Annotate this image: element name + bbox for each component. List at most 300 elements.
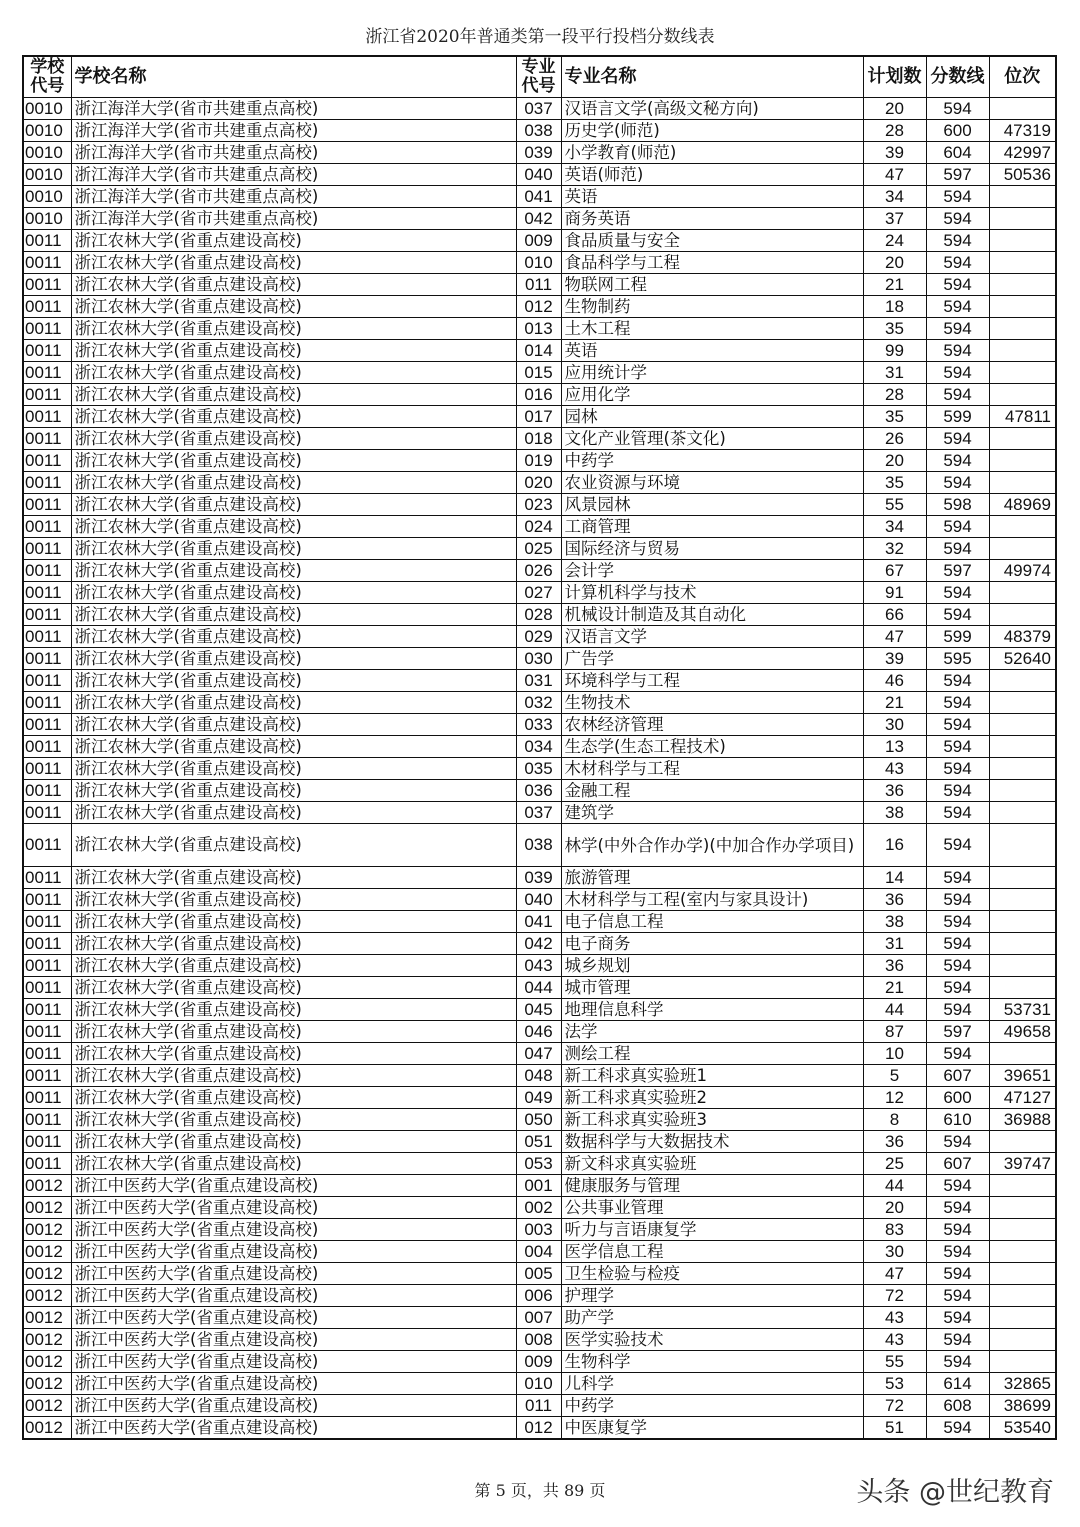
cell-major-name: 物联网工程 [561,274,863,296]
table-row [23,1307,1056,1329]
cell-major-name: 食品科学与工程 [561,252,863,274]
cell-major-code: 008 [516,1329,561,1351]
cell-major-code: 025 [516,538,561,560]
cell-school-name: 浙江农林大学(省重点建设高校) [71,802,516,824]
cell-major-name: 汉语言文学(高级文秘方向) [561,98,863,120]
cell-major-code: 001 [516,1175,561,1197]
cell-school-name: 浙江农林大学(省重点建设高校) [71,933,516,955]
table-row [23,208,1056,230]
cell-school-name: 浙江农林大学(省重点建设高校) [71,516,516,538]
cell-plan: 21 [863,692,926,714]
cell-school-code: 0011 [23,560,71,582]
cell-rank [989,867,1056,889]
table-row [23,274,1056,296]
cell-major-name: 木材科学与工程 [561,758,863,780]
table-row [23,340,1056,362]
cell-school-name: 浙江农林大学(省重点建设高校) [71,582,516,604]
cell-school-name: 浙江农林大学(省重点建设高校) [71,648,516,670]
score-table [22,55,1057,1440]
cell-school-code: 0011 [23,867,71,889]
cell-plan: 44 [863,999,926,1021]
table-row [23,384,1056,406]
cell-score: 594 [926,538,989,560]
cell-school-code: 0011 [23,296,71,318]
cell-major-code: 042 [516,208,561,230]
cell-school-code: 0011 [23,911,71,933]
cell-school-name: 浙江中医药大学(省重点建设高校) [71,1417,516,1440]
table-row [23,648,1056,670]
cell-major-name: 城市管理 [561,977,863,999]
cell-major-code: 009 [516,1351,561,1373]
cell-major-name: 新文科求真实验班 [561,1153,863,1175]
cell-school-code: 0011 [23,780,71,802]
cell-school-code: 0011 [23,692,71,714]
cell-score: 600 [926,120,989,142]
cell-rank [989,889,1056,911]
table-row [23,977,1056,999]
table-row [23,1043,1056,1065]
cell-major-code: 043 [516,955,561,977]
cell-major-name: 中药学 [561,450,863,472]
cell-score: 594 [926,1417,989,1440]
cell-major-name: 建筑学 [561,802,863,824]
cell-major-code: 044 [516,977,561,999]
watermark: 头条 @世纪教育 [856,1477,1054,1508]
table-row [23,692,1056,714]
cell-plan: 67 [863,560,926,582]
cell-rank [989,758,1056,780]
cell-score: 594 [926,516,989,538]
table-row [23,296,1056,318]
cell-rank: 47811 [989,406,1056,428]
cell-school-code: 0011 [23,494,71,516]
table-row [23,1417,1056,1440]
cell-score: 594 [926,736,989,758]
cell-school-code: 0011 [23,318,71,340]
cell-major-code: 038 [516,824,561,867]
cell-score: 594 [926,428,989,450]
cell-plan: 28 [863,384,926,406]
cell-plan: 87 [863,1021,926,1043]
cell-rank [989,516,1056,538]
cell-school-code: 0012 [23,1417,71,1440]
cell-score: 594 [926,780,989,802]
cell-score: 594 [926,98,989,120]
cell-rank: 42997 [989,142,1056,164]
cell-score: 594 [926,933,989,955]
cell-score: 597 [926,560,989,582]
cell-major-name: 风景园林 [561,494,863,516]
cell-rank [989,824,1056,867]
cell-major-code: 003 [516,1219,561,1241]
table-row [23,406,1056,428]
cell-major-name: 生物技术 [561,692,863,714]
cell-score: 594 [926,296,989,318]
cell-school-code: 0011 [23,802,71,824]
table-row [23,1373,1056,1395]
cell-major-code: 029 [516,626,561,648]
cell-score: 594 [926,692,989,714]
cell-school-code: 0011 [23,955,71,977]
cell-school-code: 0012 [23,1263,71,1285]
cell-school-name: 浙江农林大学(省重点建设高校) [71,955,516,977]
cell-plan: 36 [863,955,926,977]
cell-major-code: 039 [516,867,561,889]
cell-school-code: 0011 [23,1021,71,1043]
cell-school-code: 0010 [23,142,71,164]
cell-plan: 47 [863,164,926,186]
table-row [23,714,1056,736]
cell-rank: 53540 [989,1417,1056,1440]
cell-rank: 47319 [989,120,1056,142]
header-major-code: 专业代号 [516,56,561,98]
cell-score: 594 [926,1351,989,1373]
cell-school-name: 浙江海洋大学(省市共建重点高校) [71,208,516,230]
cell-school-code: 0011 [23,1131,71,1153]
cell-major-code: 036 [516,780,561,802]
cell-school-name: 浙江农林大学(省重点建设高校) [71,1043,516,1065]
cell-major-name: 儿科学 [561,1373,863,1395]
cell-plan: 72 [863,1395,926,1417]
cell-school-name: 浙江农林大学(省重点建设高校) [71,911,516,933]
cell-plan: 37 [863,208,926,230]
cell-major-name: 助产学 [561,1307,863,1329]
cell-score: 594 [926,714,989,736]
table-row [23,999,1056,1021]
cell-rank [989,977,1056,999]
cell-plan: 32 [863,538,926,560]
cell-score: 594 [926,1219,989,1241]
cell-school-name: 浙江中医药大学(省重点建设高校) [71,1285,516,1307]
cell-score: 594 [926,758,989,780]
cell-score: 610 [926,1109,989,1131]
cell-plan: 36 [863,1131,926,1153]
cell-school-code: 0011 [23,626,71,648]
cell-score: 594 [926,252,989,274]
cell-rank: 48969 [989,494,1056,516]
cell-plan: 5 [863,1065,926,1087]
cell-school-name: 浙江农林大学(省重点建设高校) [71,560,516,582]
cell-major-code: 018 [516,428,561,450]
cell-score: 599 [926,626,989,648]
page-title: 浙江省2020年普通类第一段平行投档分数线表 [365,27,715,47]
cell-school-code: 0011 [23,1153,71,1175]
cell-score: 604 [926,142,989,164]
cell-school-code: 0011 [23,340,71,362]
cell-school-name: 浙江海洋大学(省市共建重点高校) [71,98,516,120]
cell-rank: 48379 [989,626,1056,648]
cell-school-name: 浙江农林大学(省重点建设高校) [71,626,516,648]
cell-rank [989,450,1056,472]
cell-major-name: 应用化学 [561,384,863,406]
cell-rank [989,428,1056,450]
cell-major-name: 护理学 [561,1285,863,1307]
cell-major-name: 新工科求真实验班2 [561,1087,863,1109]
cell-school-name: 浙江中医药大学(省重点建设高校) [71,1197,516,1219]
table-row [23,1351,1056,1373]
cell-major-name: 英语 [561,340,863,362]
cell-score: 594 [926,670,989,692]
cell-score: 600 [926,1087,989,1109]
cell-school-name: 浙江农林大学(省重点建设高校) [71,362,516,384]
cell-major-name: 测绘工程 [561,1043,863,1065]
cell-school-name: 浙江农林大学(省重点建设高校) [71,714,516,736]
cell-school-name: 浙江农林大学(省重点建设高校) [71,318,516,340]
cell-major-name: 文化产业管理(茶文化) [561,428,863,450]
cell-rank: 36988 [989,1109,1056,1131]
table-row [23,1175,1056,1197]
cell-score: 594 [926,999,989,1021]
cell-rank [989,318,1056,340]
cell-school-name: 浙江农林大学(省重点建设高校) [71,494,516,516]
cell-major-name: 法学 [561,1021,863,1043]
cell-major-name: 木材科学与工程(室内与家具设计) [561,889,863,911]
cell-rank [989,780,1056,802]
cell-rank [989,1307,1056,1329]
cell-rank [989,1131,1056,1153]
table-row [23,164,1056,186]
table-row [23,758,1056,780]
cell-school-name: 浙江农林大学(省重点建设高校) [71,538,516,560]
cell-school-code: 0011 [23,1109,71,1131]
cell-major-code: 027 [516,582,561,604]
cell-school-name: 浙江农林大学(省重点建设高校) [71,977,516,999]
cell-school-name: 浙江中医药大学(省重点建设高校) [71,1219,516,1241]
cell-school-name: 浙江中医药大学(省重点建设高校) [71,1329,516,1351]
cell-plan: 20 [863,1197,926,1219]
cell-major-code: 053 [516,1153,561,1175]
cell-plan: 83 [863,1219,926,1241]
table-body [23,98,1056,1440]
cell-plan: 99 [863,340,926,362]
table-row [23,1263,1056,1285]
page-number: 第 5 页，共 89 页 [474,1481,606,1500]
cell-plan: 10 [863,1043,926,1065]
cell-plan: 36 [863,780,926,802]
cell-plan: 39 [863,142,926,164]
cell-rank: 49974 [989,560,1056,582]
cell-major-name: 医学实验技术 [561,1329,863,1351]
cell-rank [989,340,1056,362]
cell-school-code: 0011 [23,582,71,604]
cell-score: 594 [926,1329,989,1351]
cell-score: 607 [926,1065,989,1087]
cell-school-code: 0011 [23,1065,71,1087]
cell-rank [989,296,1056,318]
cell-school-code: 0012 [23,1175,71,1197]
cell-major-name: 电子信息工程 [561,911,863,933]
cell-school-code: 0011 [23,889,71,911]
cell-school-code: 0011 [23,824,71,867]
cell-major-code: 034 [516,736,561,758]
cell-school-name: 浙江农林大学(省重点建设高校) [71,736,516,758]
cell-major-code: 042 [516,933,561,955]
cell-major-name: 小学教育(师范) [561,142,863,164]
table-row [23,472,1056,494]
cell-score: 594 [926,802,989,824]
cell-major-name: 历史学(师范) [561,120,863,142]
table-row [23,1021,1056,1043]
cell-major-name: 农林经济管理 [561,714,863,736]
cell-plan: 24 [863,230,926,252]
cell-rank [989,98,1056,120]
table-row [23,186,1056,208]
cell-major-code: 032 [516,692,561,714]
cell-school-code: 0012 [23,1351,71,1373]
table-row [23,911,1056,933]
cell-major-code: 045 [516,999,561,1021]
cell-major-code: 015 [516,362,561,384]
table-row [23,867,1056,889]
cell-rank [989,1351,1056,1373]
cell-plan: 35 [863,406,926,428]
cell-school-name: 浙江中医药大学(省重点建设高校) [71,1175,516,1197]
cell-score: 594 [926,911,989,933]
cell-school-name: 浙江农林大学(省重点建设高校) [71,252,516,274]
cell-rank [989,1219,1056,1241]
cell-school-name: 浙江中医药大学(省重点建设高校) [71,1263,516,1285]
cell-major-code: 028 [516,604,561,626]
cell-school-code: 0010 [23,208,71,230]
table-row [23,604,1056,626]
cell-major-name: 电子商务 [561,933,863,955]
cell-school-name: 浙江农林大学(省重点建设高校) [71,340,516,362]
table-row [23,824,1056,867]
table-row [23,780,1056,802]
cell-rank: 52640 [989,648,1056,670]
cell-major-code: 011 [516,1395,561,1417]
cell-school-name: 浙江中医药大学(省重点建设高校) [71,1395,516,1417]
cell-school-code: 0011 [23,384,71,406]
header-major-name: 专业名称 [561,56,863,98]
cell-major-name: 生物制药 [561,296,863,318]
cell-rank [989,362,1056,384]
cell-school-code: 0011 [23,670,71,692]
header-rank: 位次 [989,56,1056,98]
cell-rank [989,1241,1056,1263]
cell-plan: 26 [863,428,926,450]
cell-plan: 43 [863,1329,926,1351]
cell-major-code: 041 [516,186,561,208]
cell-score: 594 [926,955,989,977]
cell-major-name: 医学信息工程 [561,1241,863,1263]
cell-plan: 51 [863,1417,926,1440]
table-row [23,1131,1056,1153]
table-row [23,230,1056,252]
cell-major-name: 新工科求真实验班1 [561,1065,863,1087]
cell-school-name: 浙江农林大学(省重点建设高校) [71,692,516,714]
cell-school-code: 0012 [23,1307,71,1329]
cell-rank [989,692,1056,714]
cell-rank: 50536 [989,164,1056,186]
cell-major-name: 听力与言语康复学 [561,1219,863,1241]
cell-school-code: 0011 [23,758,71,780]
cell-school-code: 0012 [23,1329,71,1351]
cell-major-code: 037 [516,98,561,120]
cell-major-name: 国际经济与贸易 [561,538,863,560]
cell-score: 594 [926,318,989,340]
cell-rank [989,1175,1056,1197]
cell-school-name: 浙江农林大学(省重点建设高校) [71,867,516,889]
cell-plan: 8 [863,1109,926,1131]
cell-major-code: 039 [516,142,561,164]
cell-score: 594 [926,582,989,604]
cell-score: 614 [926,1373,989,1395]
cell-score: 594 [926,1175,989,1197]
header-school-name: 学校名称 [71,56,516,98]
table-row [23,516,1056,538]
cell-rank [989,186,1056,208]
cell-major-name: 工商管理 [561,516,863,538]
cell-school-code: 0011 [23,274,71,296]
table-row [23,582,1056,604]
cell-rank: 38699 [989,1395,1056,1417]
cell-rank [989,274,1056,296]
cell-score: 594 [926,186,989,208]
cell-major-code: 041 [516,911,561,933]
cell-major-code: 048 [516,1065,561,1087]
cell-plan: 55 [863,1351,926,1373]
cell-school-name: 浙江农林大学(省重点建设高校) [71,450,516,472]
table-row [23,1197,1056,1219]
cell-plan: 31 [863,362,926,384]
cell-school-code: 0012 [23,1197,71,1219]
cell-major-name: 广告学 [561,648,863,670]
cell-school-name: 浙江农林大学(省重点建设高校) [71,1065,516,1087]
cell-major-name: 商务英语 [561,208,863,230]
cell-major-name: 中药学 [561,1395,863,1417]
cell-school-name: 浙江海洋大学(省市共建重点高校) [71,186,516,208]
cell-major-code: 026 [516,560,561,582]
cell-plan: 38 [863,802,926,824]
cell-plan: 20 [863,450,926,472]
cell-score: 608 [926,1395,989,1417]
cell-major-name: 中医康复学 [561,1417,863,1440]
cell-major-code: 013 [516,318,561,340]
cell-major-code: 031 [516,670,561,692]
cell-major-name: 林学(中外合作办学)(中加合作办学项目) [561,824,863,867]
cell-major-code: 035 [516,758,561,780]
cell-school-name: 浙江农林大学(省重点建设高校) [71,758,516,780]
cell-major-name: 旅游管理 [561,867,863,889]
cell-plan: 12 [863,1087,926,1109]
cell-school-code: 0011 [23,538,71,560]
cell-school-name: 浙江中医药大学(省重点建设高校) [71,1351,516,1373]
cell-rank: 32865 [989,1373,1056,1395]
cell-rank [989,384,1056,406]
cell-school-code: 0011 [23,428,71,450]
table-row [23,1329,1056,1351]
cell-rank [989,714,1056,736]
cell-rank: 47127 [989,1087,1056,1109]
cell-major-code: 050 [516,1109,561,1131]
cell-rank: 53731 [989,999,1056,1021]
cell-school-name: 浙江农林大学(省重点建设高校) [71,1021,516,1043]
cell-score: 597 [926,1021,989,1043]
table-row [23,120,1056,142]
cell-rank [989,1285,1056,1307]
cell-rank [989,208,1056,230]
cell-school-code: 0012 [23,1285,71,1307]
cell-score: 607 [926,1153,989,1175]
table-row [23,933,1056,955]
cell-school-code: 0011 [23,1043,71,1065]
cell-rank [989,1043,1056,1065]
cell-school-name: 浙江中医药大学(省重点建设高校) [71,1307,516,1329]
table-row [23,318,1056,340]
cell-major-code: 040 [516,889,561,911]
cell-school-code: 0011 [23,252,71,274]
